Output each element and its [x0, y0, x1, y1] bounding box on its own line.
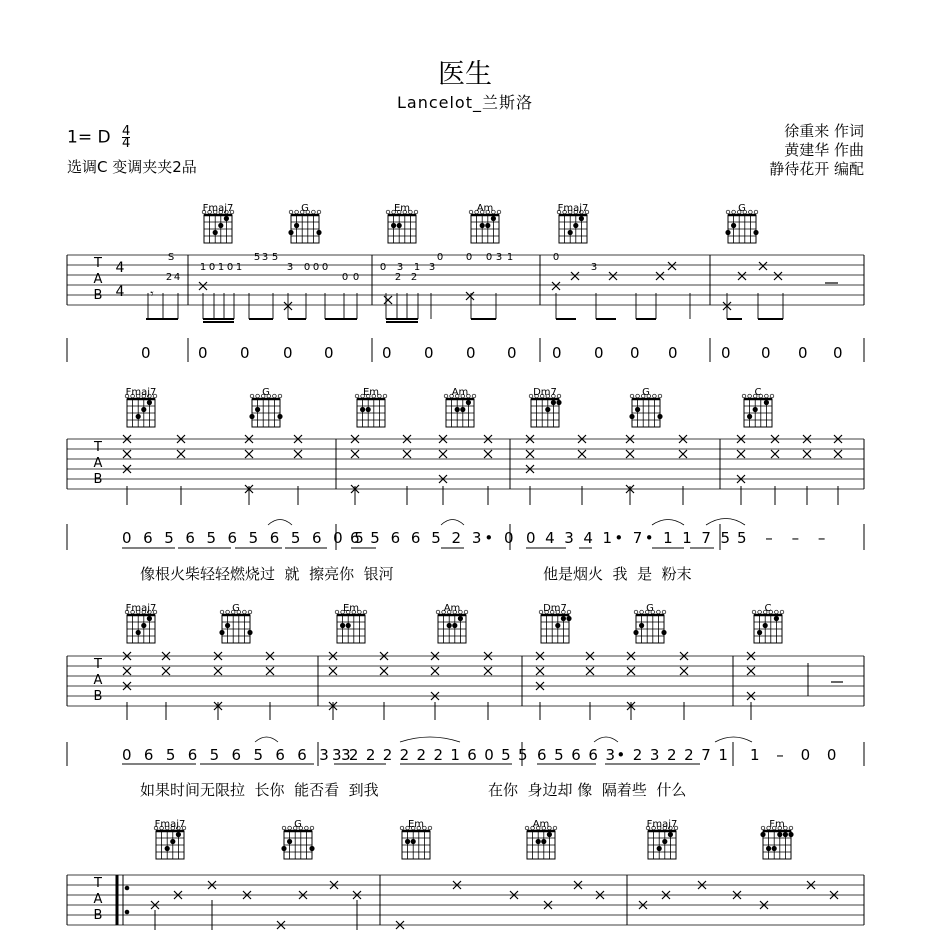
finger-dot — [788, 832, 793, 837]
finger-dot — [255, 407, 260, 412]
open-string-mark — [726, 210, 730, 214]
open-string-mark — [640, 610, 644, 614]
tab-letter-b: B — [93, 908, 103, 923]
number: 0 — [324, 344, 334, 362]
finger-dot — [452, 623, 457, 628]
chord-name: Em — [342, 603, 360, 614]
fret-number: 0 — [436, 252, 444, 263]
finger-dot — [783, 832, 788, 837]
finger-dot — [772, 846, 777, 851]
fret-number: 0 — [226, 262, 234, 273]
finger-dot — [455, 407, 460, 412]
finger-dot — [764, 400, 769, 405]
number: 0 — [721, 344, 731, 362]
open-string-mark — [288, 826, 292, 830]
fret-number: 1 — [413, 262, 421, 273]
fret-number: 3 — [261, 252, 269, 263]
fret-number: 0 — [465, 252, 473, 263]
fret-number: 5 — [253, 252, 261, 263]
lyric-line: 如果时间无限拉 长你 能否看 到我 — [140, 781, 379, 799]
time-top: 4 — [121, 124, 131, 139]
finger-dot — [170, 839, 175, 844]
finger-dot — [556, 400, 561, 405]
time-bottom: 4 — [121, 136, 131, 151]
finger-dot — [219, 630, 224, 635]
finger-dot — [536, 839, 541, 844]
number: 0 — [668, 344, 678, 362]
chord-name: Dm7 — [533, 387, 557, 398]
finger-dot — [551, 400, 556, 405]
open-string-mark — [436, 610, 440, 614]
capo-info: 选调C 变调夹夹2品 — [67, 158, 197, 176]
open-string-mark — [250, 394, 254, 398]
finger-dot — [662, 839, 667, 844]
chord-name: G — [232, 603, 240, 614]
credit-lyricist: 徐重来 作词 — [784, 122, 864, 140]
finger-dot — [466, 400, 471, 405]
tie — [400, 737, 460, 742]
finger-dot — [360, 407, 365, 412]
open-string-mark — [312, 210, 316, 214]
finger-dot — [288, 230, 293, 235]
tie — [594, 737, 618, 742]
chord-name: G — [301, 203, 309, 214]
finger-dot — [629, 414, 634, 419]
open-string-mark — [525, 826, 529, 830]
fret-number: 1 — [506, 252, 514, 263]
fret-number: 0 — [321, 262, 329, 273]
open-string-mark — [653, 394, 657, 398]
tab-letter-b: B — [93, 472, 103, 487]
notation-measure: 3 2 2 2 2 2 2 1 6 0 5 5 — [332, 746, 529, 764]
notation-measure: 0 4 3 4 1• 7• 1 1 7 5 — [526, 529, 733, 547]
open-string-mark — [497, 210, 501, 214]
finger-dot — [485, 223, 490, 228]
chord-name: Fmaj7 — [202, 203, 234, 214]
fret-number: 3 — [286, 262, 294, 273]
chord-name: G — [738, 203, 746, 214]
open-string-mark — [662, 610, 666, 614]
finger-dot — [568, 230, 573, 235]
number: 0 — [594, 344, 604, 362]
chord-name: Em — [393, 203, 411, 214]
open-string-mark — [335, 610, 339, 614]
tab-letter-a: A — [93, 892, 103, 907]
number: 0 — [552, 344, 562, 362]
finger-dot — [757, 630, 762, 635]
number: 0 — [198, 344, 208, 362]
fret-number: 3 — [396, 262, 404, 273]
tab-letter-a: A — [93, 673, 103, 688]
number: 0 — [141, 344, 151, 362]
fret-number: 1 — [199, 262, 207, 273]
finger-dot — [247, 630, 252, 635]
notation-measure: 6 5 6 6 5 2 3• 0 — [350, 529, 517, 547]
finger-dot — [460, 407, 465, 412]
open-string-mark — [310, 826, 314, 830]
finger-dot — [639, 623, 644, 628]
fret-number: 5 — [271, 252, 279, 263]
finger-dot — [668, 832, 673, 837]
finger-dot — [309, 846, 314, 851]
open-string-mark — [630, 394, 634, 398]
key-prefix: 1= D — [67, 127, 111, 148]
fret-number: 1 — [235, 262, 243, 273]
open-string-mark — [469, 210, 473, 214]
open-string-mark — [305, 826, 309, 830]
notation-measure: 1 – 0 0 — [750, 746, 843, 764]
tab-letter-t: T — [94, 657, 102, 672]
open-string-mark — [383, 394, 387, 398]
chord-name: Am — [451, 387, 469, 398]
number: 0 — [507, 344, 517, 362]
open-string-mark — [761, 826, 765, 830]
fret-number: 0 — [552, 252, 560, 263]
fret-number: 0 — [352, 272, 360, 283]
open-string-mark — [748, 394, 752, 398]
finger-dot — [147, 616, 152, 621]
finger-dot — [561, 616, 566, 621]
open-string-mark — [464, 610, 468, 614]
finger-dot — [458, 616, 463, 621]
chord-name: Fm — [769, 819, 785, 830]
chord-name: Fmaj7 — [557, 203, 589, 214]
finger-dot — [480, 223, 485, 228]
time-sig-bottom: 4 — [115, 284, 125, 300]
fret-number: 0 — [312, 262, 320, 273]
chord-name: Fmaj7 — [125, 387, 157, 398]
finger-dot — [366, 407, 371, 412]
finger-dot — [635, 407, 640, 412]
open-string-mark — [754, 210, 758, 214]
number: 0 — [630, 344, 640, 362]
chord-name: G — [262, 387, 270, 398]
tab-letter-t: T — [94, 256, 102, 271]
finger-dot — [136, 630, 141, 635]
repeat-dot — [125, 886, 130, 891]
chord-name: Fmaj7 — [154, 819, 186, 830]
open-string-mark — [765, 394, 769, 398]
number: 0 — [283, 344, 293, 362]
finger-dot — [141, 623, 146, 628]
fret-number: 2 — [410, 272, 418, 283]
open-string-mark — [428, 826, 432, 830]
finger-dot — [411, 839, 416, 844]
finger-dot — [225, 623, 230, 628]
tie — [715, 737, 752, 742]
open-string-mark — [472, 394, 476, 398]
fret-number: 0 — [485, 252, 493, 263]
finger-dot — [281, 846, 286, 851]
tie — [706, 519, 745, 526]
open-string-mark — [657, 610, 661, 614]
tab-letter-t: T — [94, 876, 102, 891]
tab-letter-t: T — [94, 440, 102, 455]
chord-name: C — [764, 603, 772, 614]
notation-measure: 6 5 6 6 3• 2 3 2 2 7 1 — [537, 746, 730, 764]
fret-number: 4 — [173, 272, 181, 283]
finger-dot — [176, 832, 181, 837]
open-string-mark — [557, 394, 561, 398]
finger-dot — [340, 623, 345, 628]
finger-dot — [760, 832, 765, 837]
fret-number: 3 — [590, 262, 598, 273]
number: 0 — [424, 344, 434, 362]
chord-name: Am — [443, 603, 461, 614]
open-string-mark — [248, 610, 252, 614]
open-string-mark — [278, 394, 282, 398]
open-string-mark — [317, 210, 321, 214]
open-string-mark — [770, 394, 774, 398]
page-subtitle: Lancelot_兰斯洛 — [396, 93, 533, 112]
lyric-line: 像根火柴轻轻燃烧过 就 擦亮你 银河 — [140, 565, 394, 583]
notation-measure: 5 – – – — [737, 529, 833, 547]
open-string-mark — [226, 610, 230, 614]
fret-number: 0 — [303, 262, 311, 273]
number: 0 — [798, 344, 808, 362]
open-string-mark — [567, 610, 571, 614]
finger-dot — [547, 832, 552, 837]
open-string-mark — [295, 210, 299, 214]
finger-dot — [218, 223, 223, 228]
open-string-mark — [363, 610, 367, 614]
number: 0 — [833, 344, 843, 362]
finger-dot — [555, 623, 560, 628]
lyric-line: 在你 身边却 像 隔着些 什么 — [488, 781, 687, 799]
open-string-mark — [243, 610, 247, 614]
chord-name: Em — [407, 819, 425, 830]
open-string-mark — [289, 210, 293, 214]
finger-dot — [747, 414, 752, 419]
tab-letter-a: A — [93, 456, 103, 471]
open-string-mark — [386, 210, 390, 214]
finger-dot — [346, 623, 351, 628]
number: 0 — [382, 344, 392, 362]
finger-dot — [774, 616, 779, 621]
open-string-mark — [742, 394, 746, 398]
open-string-mark — [444, 394, 448, 398]
finger-dot — [657, 414, 662, 419]
finger-dot — [545, 407, 550, 412]
tab-letter-a: A — [93, 272, 103, 287]
finger-dot — [405, 839, 410, 844]
chord-name: Fmaj7 — [125, 603, 157, 614]
repeat-dot — [125, 910, 130, 915]
finger-dot — [147, 400, 152, 405]
time-sig-top: 4 — [115, 260, 125, 276]
fret-number: 2 — [165, 272, 173, 283]
open-string-mark — [732, 210, 736, 214]
finger-dot — [661, 630, 666, 635]
fret-number: 0 — [208, 262, 216, 273]
open-string-mark — [775, 610, 779, 614]
open-string-mark — [658, 394, 662, 398]
tie — [255, 737, 278, 742]
finger-dot — [213, 230, 218, 235]
open-string-mark — [414, 210, 418, 214]
credit-composer: 黄建华 作曲 — [784, 141, 864, 159]
open-string-mark — [789, 826, 793, 830]
finger-dot — [725, 230, 730, 235]
open-string-mark — [256, 394, 260, 398]
open-string-mark — [634, 610, 638, 614]
fret-number: 0 — [341, 272, 349, 283]
notation-measure: 0 6 5 6 5 6 5 6 5 6 0 5 — [122, 529, 368, 547]
open-string-mark — [752, 610, 756, 614]
finger-dot — [541, 839, 546, 844]
chord-name: Fmaj7 — [646, 819, 678, 830]
finger-dot — [249, 414, 254, 419]
open-string-mark — [400, 826, 404, 830]
tie — [441, 520, 464, 526]
fret-number: 3 — [428, 262, 436, 273]
finger-dot — [753, 407, 758, 412]
chord-name: Am — [476, 203, 494, 214]
lyric-line: 他是烟火 我 是 粉末 — [543, 565, 692, 583]
finger-dot — [579, 216, 584, 221]
open-string-mark — [282, 826, 286, 830]
chord-name: Em — [362, 387, 380, 398]
finger-dot — [316, 230, 321, 235]
open-string-mark — [758, 610, 762, 614]
rest-mark: 𝄾 — [150, 287, 154, 302]
finger-dot — [447, 623, 452, 628]
open-string-mark — [355, 394, 359, 398]
open-string-mark — [553, 826, 557, 830]
finger-dot — [397, 223, 402, 228]
number: 0 — [761, 344, 771, 362]
finger-dot — [491, 216, 496, 221]
finger-dot — [763, 623, 768, 628]
tie — [652, 520, 684, 526]
fret-number: 0 — [379, 262, 387, 273]
finger-dot — [731, 223, 736, 228]
open-string-mark — [749, 210, 753, 214]
fret-number: 3 — [495, 252, 503, 263]
finger-dot — [766, 846, 771, 851]
fret-number: 1 — [217, 262, 225, 273]
finger-dot — [566, 616, 571, 621]
finger-dot — [753, 230, 758, 235]
open-string-mark — [636, 394, 640, 398]
tab-letter-b: B — [93, 689, 103, 704]
notation-measure: 0 6 5 6 5 6 5 6 6 3 3 — [122, 746, 355, 764]
finger-dot — [224, 216, 229, 221]
chord-name: Am — [532, 819, 550, 830]
tie — [268, 520, 292, 526]
finger-dot — [294, 223, 299, 228]
finger-dot — [391, 223, 396, 228]
chord-name: G — [294, 819, 302, 830]
page-title: 医生 — [438, 59, 492, 90]
finger-dot — [165, 846, 170, 851]
chord-name: G — [646, 603, 654, 614]
finger-dot — [141, 407, 146, 412]
credit-arranger: 静待花开 编配 — [769, 160, 864, 178]
slide-mark: S — [167, 252, 175, 263]
fret-number: 2 — [394, 272, 402, 283]
tab-letter-b: B — [93, 288, 103, 303]
finger-dot — [657, 846, 662, 851]
finger-dot — [277, 414, 282, 419]
number: 0 — [240, 344, 250, 362]
finger-dot — [573, 223, 578, 228]
finger-dot — [777, 832, 782, 837]
chord-name: Dm7 — [543, 603, 567, 614]
chord-name: C — [754, 387, 762, 398]
open-string-mark — [780, 610, 784, 614]
open-string-mark — [273, 394, 277, 398]
finger-dot — [633, 630, 638, 635]
open-string-mark — [220, 610, 224, 614]
number: 0 — [466, 344, 476, 362]
finger-dot — [287, 839, 292, 844]
chord-name: G — [642, 387, 650, 398]
finger-dot — [136, 414, 141, 419]
